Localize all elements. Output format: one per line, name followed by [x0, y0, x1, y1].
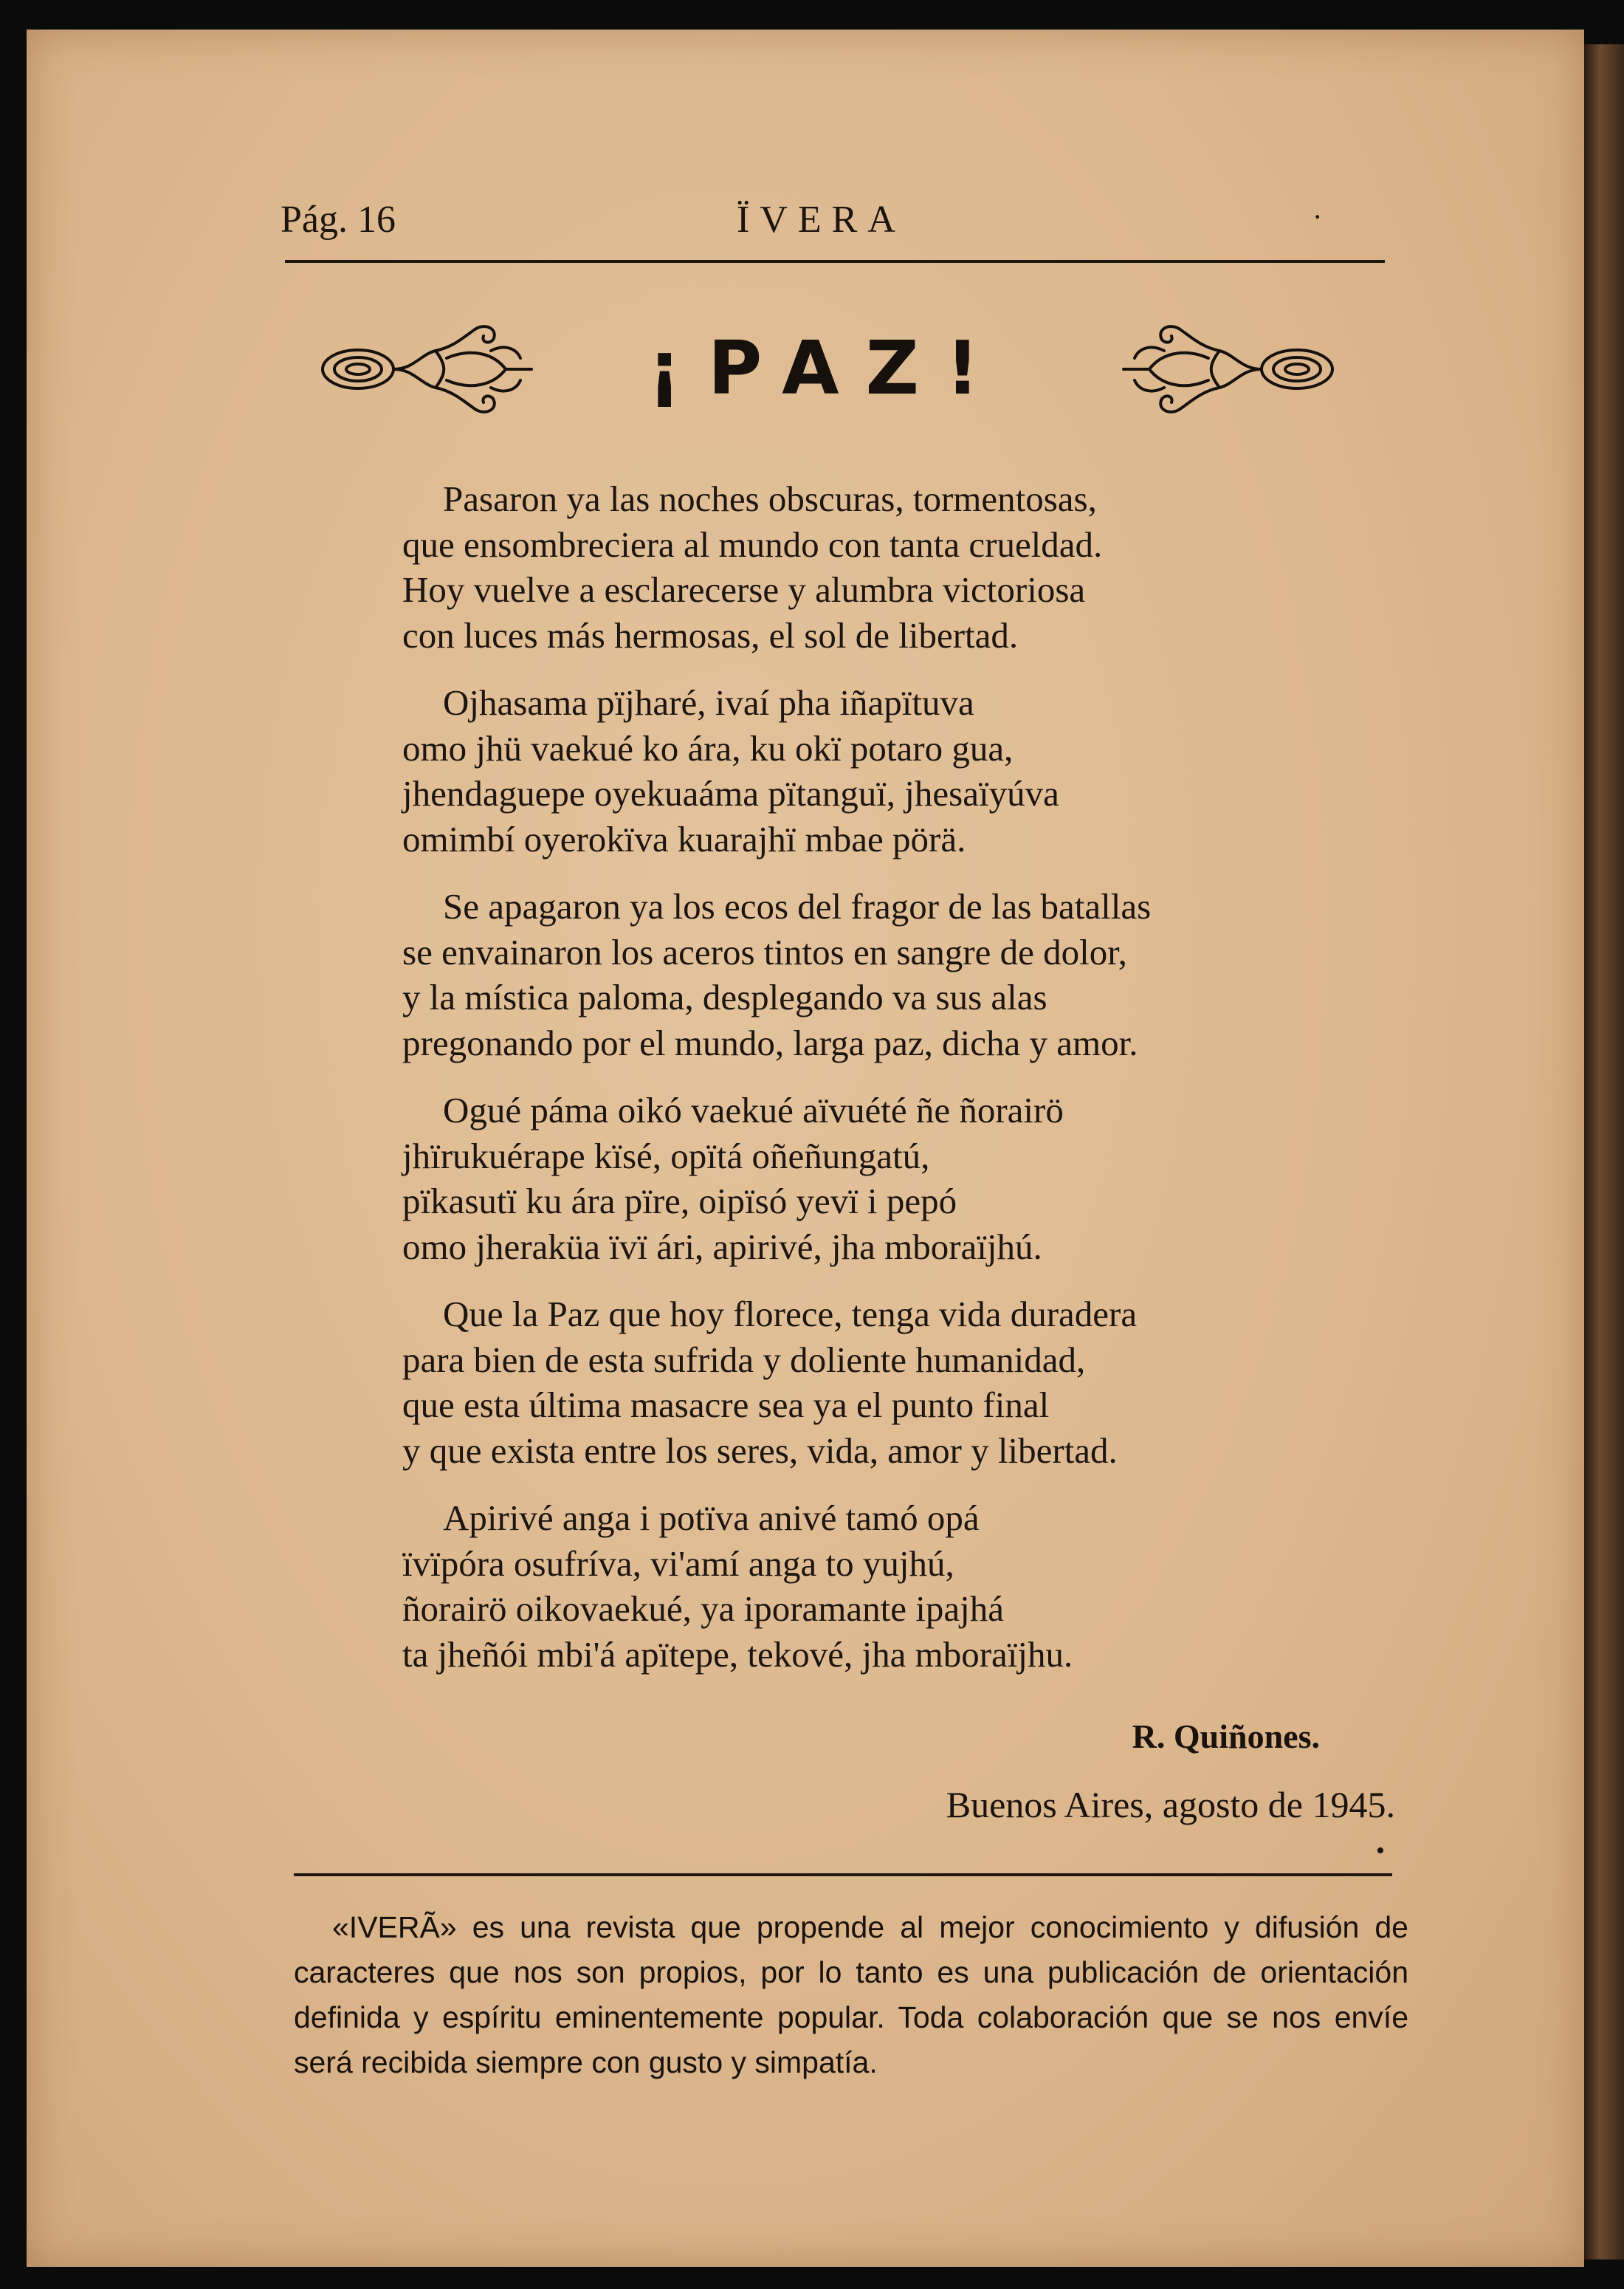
poem-line: Apirivé anga i potïva anivé tamó opá	[443, 1497, 980, 1538]
poem-line: jhïrukuérape kïsé, opïtá oñeñungatú,	[402, 1135, 930, 1176]
header-rule	[285, 260, 1385, 263]
stanza	[402, 476, 1384, 658]
footer-rule	[294, 1873, 1392, 1876]
poem-line: Ogué páma oikó vaekué aïvuété ñe ñorairö	[443, 1090, 1064, 1130]
poem-line: jhendaguepe oyekuaáma pïtanguï, jhesaïyúva	[402, 773, 1059, 814]
poem-line: omimbí oyerokïva kuarajhï mbae pörä.	[402, 818, 966, 859]
poem-line: pregonando por el mundo, larga paz, dicha y amor.	[402, 1022, 1138, 1063]
scroll-flourish-icon	[1116, 314, 1338, 425]
poem-line: omo jhü vaekué ko ára, ku okï potaro gua,	[402, 727, 1014, 769]
poem-line: con luces más hermosas, el sol de libertad.	[402, 614, 1019, 656]
poem-title: ¡PAZ!	[647, 325, 1006, 411]
poem-line: que ensombreciera al mundo con tanta crueldad.	[402, 524, 1103, 565]
header-dot: ·	[1312, 200, 1323, 233]
poem-line: que esta última masacre sea ya el punto final	[402, 1384, 1050, 1425]
poem-line: ta jheñói mbi'á apïtepe, tekové, jha mboraïjhu.	[402, 1633, 1073, 1675]
poem-line: Que la Paz que hoy florece, tenga vida duradera	[443, 1294, 1138, 1334]
poem-line: ñorairö oikovaekué, ya iporamante ipajhá	[402, 1588, 1004, 1629]
running-title: ÏVERA	[737, 199, 906, 241]
bottom-dot: •	[1376, 1837, 1385, 1864]
scroll-flourish-icon	[317, 314, 539, 425]
poem-line: Hoy vuelve a esclarecerse y alumbra victoriosa	[402, 569, 1086, 610]
stanza	[402, 1291, 1384, 1473]
poem-body	[402, 476, 1384, 1699]
poem-line: y la mística paloma, desplegando va sus alas	[402, 977, 1047, 1017]
editorial-note: «IVERÃ» es una revista que propende al mejor conocimiento y difusión de caracteres que nos son propios, por lo tanto es una publicación de orientación definida y espíritu eminentemente popular. Toda colaboración que se nos envíe será recibida siempre con gusto y simpatía.	[294, 1910, 1408, 2079]
poem-line: pïkasutï ku ára pïre, oipïsó yevï i pepó	[402, 1181, 957, 1221]
poem-line: Pasaron ya las noches obscuras, tormentosas,	[443, 478, 1097, 519]
stanza	[402, 1088, 1384, 1269]
poem-line: para bien de esta sufrida y doliente humanidad,	[402, 1339, 1086, 1380]
place-date: Buenos Aires, agosto de 1945.	[946, 1784, 1395, 1825]
author-signature: R. Quiñones.	[1132, 1717, 1320, 1755]
poem-line: Se apagaron ya los ecos del fragor de las batallas	[443, 886, 1152, 927]
poem-line: omo jheraküa ïvï ári, apirivé, jha mboraïjhú.	[402, 1226, 1042, 1267]
stanza	[402, 884, 1384, 1065]
poem-line: y que exista entre los seres, vida, amor y libertad.	[402, 1430, 1118, 1471]
poem-line: se envainaron los aceros tintos en sangre de dolor,	[402, 931, 1127, 972]
stanza	[402, 1495, 1384, 1677]
stanza	[402, 680, 1384, 862]
book-spine	[1584, 44, 1624, 2259]
page-number: Pág. 16	[281, 199, 396, 241]
poem-line: ïvïpóra osufríva, vi'amí anga to yujhú,	[402, 1542, 954, 1584]
poem-line: Ojhasama pïjharé, ivaí pha iñapïtuva	[443, 682, 974, 723]
